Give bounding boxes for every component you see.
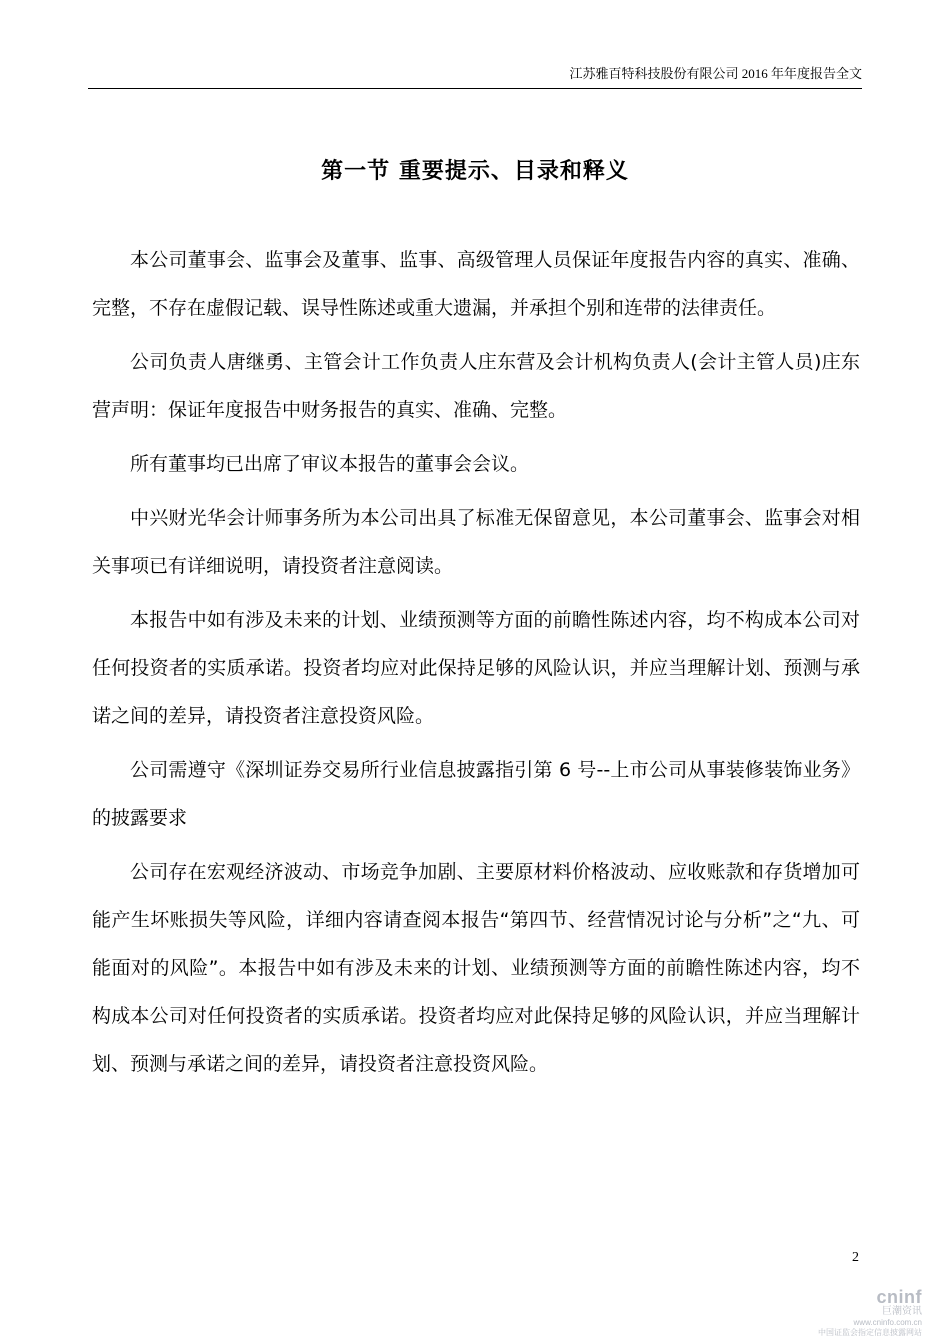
watermark-brand-cn: 巨潮资讯 — [882, 1306, 922, 1317]
page-number: 2 — [852, 1250, 859, 1265]
document-body — [92, 236, 860, 1094]
paragraph-audit-opinion: 中兴财光华会计师事务所为本公司出具了标准无保留意见，本公司董事会、监事会对相关事项已有详细说明，请投资者注意阅读。 — [92, 507, 860, 577]
watermark-org: 中国证监会指定信息披露网站 — [818, 1328, 922, 1337]
section-title: 第一节 重要提示、目录和释义 — [321, 159, 629, 184]
cninfo-watermark — [802, 1288, 922, 1338]
header-divider — [88, 88, 862, 89]
watermark-url: www.cninfo.com.cn — [853, 1318, 922, 1327]
paragraph-disclosure-guideline: 公司需遵守《深圳证券交易所行业信息披露指引第 6 号--上市公司从事装修装饰业务》的披露要求 — [92, 759, 860, 829]
watermark-brand: cninf — [876, 1287, 922, 1307]
paragraph-directors-attendance: 所有董事均已出席了审议本报告的董事会会议。 — [130, 453, 530, 475]
paragraph-responsible-persons: 公司负责人唐继勇、主管会计工作负责人庄东营及会计机构负责人(会计主管人员)庄东营声明：保证年度报告中财务报告的真实、准确、完整。 — [92, 351, 860, 421]
paragraph-forward-looking: 本报告中如有涉及未来的计划、业绩预测等方面的前瞻性陈述内容，均不构成本公司对任何投资者的实质承诺。投资者均应对此保持足够的风险认识，并应当理解计划、预测与承诺之间的差异，请投资者注意投资风险。 — [92, 609, 860, 727]
paragraph-board-guarantee: 本公司董事会、监事会及董事、监事、高级管理人员保证年度报告内容的真实、准确、完整，不存在虚假记载、误导性陈述或重大遗漏，并承担个别和连带的法律责任。 — [92, 249, 860, 319]
report-header-title: 江苏雅百特科技股份有限公司 2016 年年度报告全文 — [569, 66, 862, 81]
paragraph-risk-factors: 公司存在宏观经济波动、市场竞争加剧、主要原材料价格波动、应收账款和存货增加可能产生坏账损失等风险，详细内容请查阅本报告“第四节、经营情况讨论与分析”之“九、可能面对的风险”。本报告中如有涉及未来的计划、业绩预测等方面的前瞻性陈述内容，均不构成本公司对任何投资者的实质承诺。投资者均应对此保持足够的风险认识，并应当理解计划、预测与承诺之间的差异，请投资者注意投资风险。 — [92, 861, 860, 1075]
